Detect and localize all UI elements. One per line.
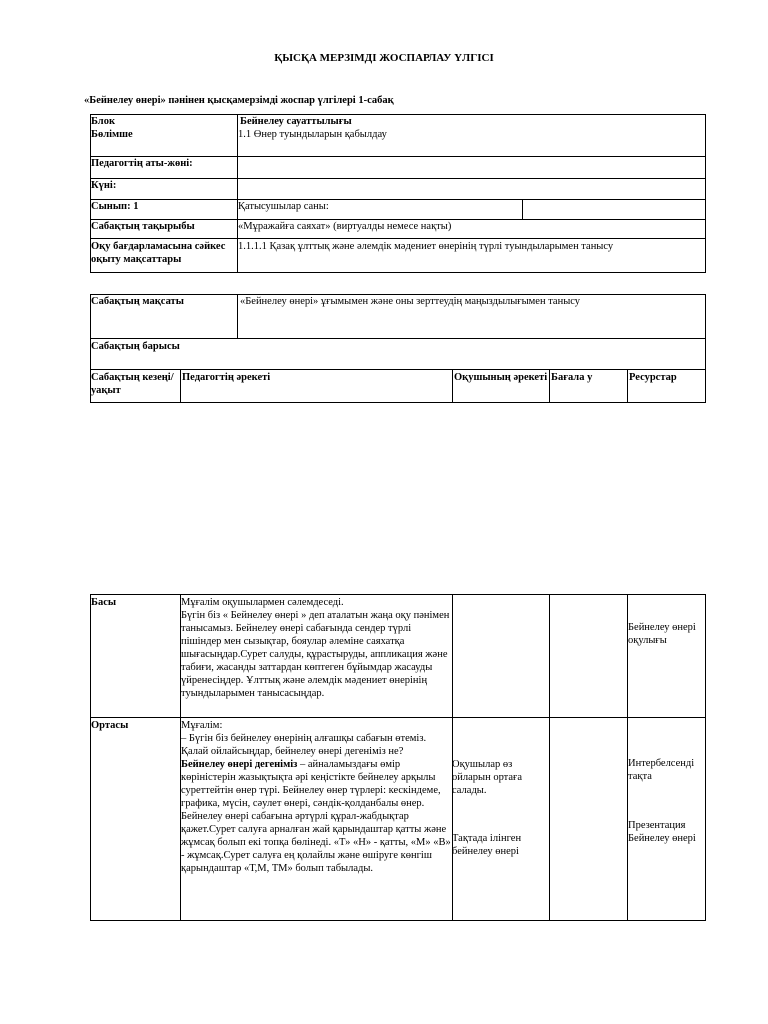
- section-value: 1.1 Өнер туындыларын қабылдау: [238, 129, 387, 140]
- goal-value: «Бейнелеу өнері» ұғымымен және оны зерттеудің маңыздылығымен танысу: [240, 296, 581, 307]
- document-title: ҚЫСҚА МЕРЗІМДІ ЖОСПАРЛАУ ҮЛГІСІ: [274, 52, 494, 64]
- col-header-assessment: Бағала у: [551, 372, 593, 383]
- col-header-resources: Ресурстар: [629, 372, 677, 383]
- teacher-middle-definition-term: Бейнелеу өнері дегеніміз: [181, 759, 298, 770]
- col-header-student: Оқушының әрекеті: [454, 372, 548, 383]
- teacher-name-label: Педагогтің аты-жөні:: [91, 158, 193, 169]
- resources-middle-2: Презентация Бейнелеу өнері: [628, 820, 696, 844]
- participants-label: Қатысушылар саны:: [238, 201, 329, 212]
- teacher-middle-definition: – айналамыздағы өмір көріністерін жазықтықта әрі кеңістікте бейнелеу арқылы суреттейтін өнер түрі. Бейнелеу өнер түрлері: кескіндеме, графика, мүсін, сәулет өнері, сәндік-қолданбалы өнер. Бейнелеу өнері сабағына әртүрлі құрал-жабдықтар қажет.Сурет салуға арналған жай қарындаштар қатты және жұмсақ болып екі топқа бөлінеді. «Т» «Н» - қатты, «М» «В» - жұмсақ.Сурет салуға ең қолайлы және өшіруге көнгіш қарындаштар «Т,М, ТМ» болып табылады.: [181, 759, 451, 874]
- resources-start: Бейнелеу өнері оқулығы: [628, 622, 696, 646]
- teacher-middle-intro: Мұғалім: – Бүгін біз бейнелеу өнерінің алғашқы сабағын өтеміз. Қалай ойлайсыңдар, бейнелеу өнері дегеніміз не?: [181, 720, 427, 757]
- stage-middle: Ортасы: [91, 720, 129, 731]
- teacher-action-start: Мұғалім оқушылармен сәлемдеседі. Бүгін біз « Бейнелеу өнері » деп аталатын жаңа оқу пәнімен танысамыз. Бейнелеу өнері сабағында сендер түрлі пішіндер мен сызықтар, бояулар әлеміне саяхатқа шығасыңдар.Сурет салуды, құрастыруды, аппликация және табиғи, жасанды заттардан көптеген бұйымдар жасауды үйренесіңдер. Ұлттық және әлемдік мәдениет өнерінің туындыларымен танысасыңдар.: [181, 597, 450, 699]
- goal-label: Сабақтың мақсаты: [91, 296, 184, 307]
- student-action-middle-2: Тақтада ілінген бейнелеу өнері: [452, 833, 522, 857]
- section-label: Бөлімше: [91, 129, 133, 140]
- student-action-middle-1: Оқушылар өз ойларын ортаға салады.: [452, 759, 523, 796]
- objectives-value: 1.1.1.1 Қазақ ұлттық және әлемдік мәдениет өнерінің түрлі туындыларымен танысу: [238, 241, 614, 252]
- block-value: Бейнелеу сауаттылығы: [240, 116, 352, 127]
- col-header-stage: Сабақтың кезеңі/ уақыт: [91, 372, 174, 396]
- topic-label: Сабақтың тақырыбы: [91, 221, 195, 232]
- stage-start: Басы: [91, 597, 117, 608]
- class-label: Сынып: 1: [91, 201, 139, 212]
- document-subtitle: «Бейнелеу өнері» пәнінен қысқамерзімді жоспар үлгілері 1-сабақ: [84, 95, 394, 106]
- date-label: Күні:: [91, 180, 117, 191]
- progress-label: Сабақтың барысы: [91, 341, 180, 352]
- col-header-teacher: Педагогтің әрекеті: [182, 372, 271, 383]
- block-label: Блок: [91, 116, 115, 127]
- objectives-label: Оқу бағдарламасына сәйкес оқыту мақсаттары: [91, 241, 226, 265]
- resources-middle-1: Интербелсенді тақта: [628, 758, 695, 782]
- teacher-action-middle: [181, 719, 451, 875]
- topic-value: «Мұражайға саяхат» (виртуалды немесе нақты): [238, 221, 452, 232]
